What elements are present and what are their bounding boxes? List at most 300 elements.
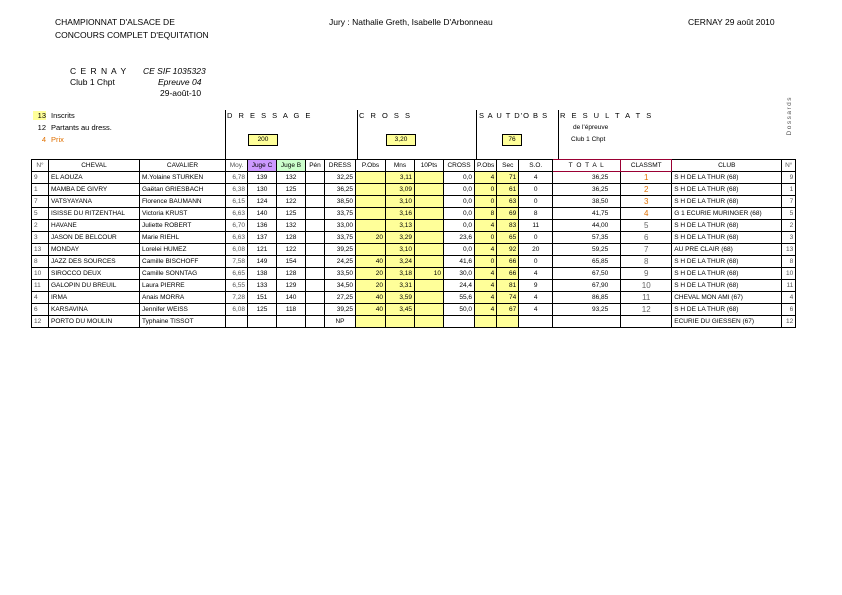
cell-cls: 9 xyxy=(621,268,672,280)
cell-mns: 3,45 xyxy=(386,304,415,316)
cell-dress: 34,50 xyxy=(325,280,356,292)
title-line2: CONCOURS COMPLET D'EQUITATION xyxy=(55,30,209,40)
cell-jb: 118 xyxy=(277,304,306,316)
divider-cross xyxy=(357,110,358,159)
cell-mns: 3,18 xyxy=(386,268,415,280)
cell-sec: 81 xyxy=(497,280,519,292)
col-no2: N° xyxy=(782,160,796,172)
cell-no2: 12 xyxy=(782,316,796,328)
cell-total: 57,35 xyxy=(553,232,621,244)
section-saut: S A U T D'O B S xyxy=(479,111,549,120)
cell-cheval: KARSAVINA xyxy=(49,304,140,316)
cell-cheval: GALOPIN DU BREUIL xyxy=(49,280,140,292)
divider-saut xyxy=(476,110,477,159)
cell-club: ECURIE DU GIESSEN (67) xyxy=(672,316,782,328)
col-cross: CROSS xyxy=(444,160,475,172)
cell-total: 65,85 xyxy=(553,256,621,268)
event-code: CE SIF 1035323 xyxy=(143,66,206,76)
cell-total xyxy=(553,316,621,328)
cell-cavalier: Victoria KRUST xyxy=(140,208,226,220)
cell-mns: 3,09 xyxy=(386,184,415,196)
prix-label: Prix xyxy=(51,135,64,144)
col-no: N° xyxy=(32,160,49,172)
cell-total: 41,75 xyxy=(553,208,621,220)
table-row xyxy=(32,196,796,208)
cell-cavalier: Florence BAUMANN xyxy=(140,196,226,208)
event-date: 29-août-10 xyxy=(160,88,202,98)
cell-so: 4 xyxy=(519,292,553,304)
cell-club: AU PRE CLAIR (68) xyxy=(672,244,782,256)
cell-p10 xyxy=(415,280,444,292)
cell-moy: 6,55 xyxy=(226,280,248,292)
cell-cheval: VATSYAYANA xyxy=(49,196,140,208)
cell-pobs xyxy=(356,316,386,328)
cell-jb: 154 xyxy=(277,256,306,268)
cell-jb: 125 xyxy=(277,208,306,220)
cell-so: 0 xyxy=(519,232,553,244)
cell-no: 12 xyxy=(32,316,49,328)
cell-total: 38,50 xyxy=(553,196,621,208)
cell-no: 10 xyxy=(32,268,49,280)
cell-no: 8 xyxy=(32,256,49,268)
cell-mns: 3,10 xyxy=(386,244,415,256)
cell-dress: 33,50 xyxy=(325,268,356,280)
cell-no2: 11 xyxy=(782,280,796,292)
col-club: CLUB xyxy=(672,160,782,172)
cell-jb: 132 xyxy=(277,172,306,184)
cell-pen xyxy=(306,316,325,328)
cell-p10 xyxy=(415,304,444,316)
table-row xyxy=(32,244,796,256)
cell-no: 6 xyxy=(32,304,49,316)
cell-no2: 13 xyxy=(782,244,796,256)
place-date: CERNAY 29 août 2010 xyxy=(688,17,775,27)
cell-club: S H DE LA THUR (68) xyxy=(672,220,782,232)
cell-dress: 36,25 xyxy=(325,184,356,196)
cell-pobs: 20 xyxy=(356,232,386,244)
table-row xyxy=(32,220,796,232)
cell-spobs: 4 xyxy=(475,220,497,232)
cell-sec: 63 xyxy=(497,196,519,208)
cell-cross: 41,6 xyxy=(444,256,475,268)
cell-spobs: 8 xyxy=(475,208,497,220)
table-header xyxy=(32,160,796,172)
cell-jb: 128 xyxy=(277,232,306,244)
cell-no: 7 xyxy=(32,196,49,208)
cell-mns: 3,24 xyxy=(386,256,415,268)
cell-no2: 5 xyxy=(782,208,796,220)
cell-cls: 2 xyxy=(621,184,672,196)
cell-p10 xyxy=(415,292,444,304)
cell-pen xyxy=(306,268,325,280)
table-row xyxy=(32,172,796,184)
cell-cross: 0,0 xyxy=(444,172,475,184)
cell-no: 2 xyxy=(32,220,49,232)
cell-moy: 6,15 xyxy=(226,196,248,208)
inscrits-label: Inscrits xyxy=(51,111,75,120)
table-row xyxy=(32,256,796,268)
section-resultats: R E S U L T A T S xyxy=(560,111,654,120)
cell-so xyxy=(519,316,553,328)
cell-jb: 129 xyxy=(277,280,306,292)
cell-cls: 1 xyxy=(621,172,672,184)
col-10pts: 10Pts xyxy=(415,160,444,172)
cell-so: 8 xyxy=(519,208,553,220)
cell-jc: 130 xyxy=(248,184,277,196)
cell-p10 xyxy=(415,232,444,244)
cell-sec: 66 xyxy=(497,256,519,268)
cell-moy: 6,65 xyxy=(226,268,248,280)
cell-dress: 27,25 xyxy=(325,292,356,304)
cell-moy: 6,08 xyxy=(226,244,248,256)
table-row xyxy=(32,268,796,280)
cell-no2: 3 xyxy=(782,232,796,244)
club-chpt: Club 1 Chpt xyxy=(70,77,115,87)
cell-dress: 32,25 xyxy=(325,172,356,184)
cell-club: S H DE LA THUR (68) xyxy=(672,256,782,268)
cell-spobs: 0 xyxy=(475,196,497,208)
cell-cls: 12 xyxy=(621,304,672,316)
inscrits-count: 13 xyxy=(33,111,46,120)
cell-cavalier: Gaëtan GRIESBACH xyxy=(140,184,226,196)
cell-pobs xyxy=(356,244,386,256)
cell-club: S H DE LA THUR (68) xyxy=(672,172,782,184)
cell-pen xyxy=(306,292,325,304)
cell-pen xyxy=(306,304,325,316)
cell-jc: 138 xyxy=(248,268,277,280)
cell-cls: 5 xyxy=(621,220,672,232)
cell-cls: 7 xyxy=(621,244,672,256)
cell-cheval: JAZZ DES SOURCES xyxy=(49,256,140,268)
cell-no: 9 xyxy=(32,172,49,184)
cell-cheval: JASON DE BELCOUR xyxy=(49,232,140,244)
cell-pen xyxy=(306,244,325,256)
cell-moy: 6,08 xyxy=(226,304,248,316)
cell-mns: 3,29 xyxy=(386,232,415,244)
cell-cls: 11 xyxy=(621,292,672,304)
cell-pobs: 40 xyxy=(356,256,386,268)
cell-pobs: 20 xyxy=(356,280,386,292)
cell-pobs xyxy=(356,184,386,196)
dressage-max-box: 200 xyxy=(248,134,278,146)
cell-pobs: 40 xyxy=(356,292,386,304)
cross-time-box: 3,20 xyxy=(386,134,416,146)
cell-pobs: 20 xyxy=(356,268,386,280)
cell-moy: 6,78 xyxy=(226,172,248,184)
cell-cheval: ISISSE DU RITZENTHAL xyxy=(49,208,140,220)
cell-no2: 6 xyxy=(782,304,796,316)
cell-cavalier: Camille BISCHOFF xyxy=(140,256,226,268)
cell-pen xyxy=(306,208,325,220)
cell-mns: 3,59 xyxy=(386,292,415,304)
epreuve: Epreuve 04 xyxy=(158,77,202,87)
col-classmt: CLASSMT xyxy=(621,160,672,172)
cell-club: S H DE LA THUR (68) xyxy=(672,232,782,244)
cell-dress: 24,25 xyxy=(325,256,356,268)
table-row xyxy=(32,232,796,244)
cell-cavalier: Juliette ROBERT xyxy=(140,220,226,232)
cell-jc: 139 xyxy=(248,172,277,184)
cell-cross: 0,0 xyxy=(444,196,475,208)
cell-cavalier: Laura PIERRE xyxy=(140,280,226,292)
cell-spobs: 4 xyxy=(475,304,497,316)
cell-dress: 39,25 xyxy=(325,244,356,256)
cell-club: CHEVAL MON AMI (67) xyxy=(672,292,782,304)
cell-club: S H DE LA THUR (68) xyxy=(672,304,782,316)
cell-cheval: HAVANE xyxy=(49,220,140,232)
cell-spobs: 4 xyxy=(475,268,497,280)
cell-jb: 122 xyxy=(277,196,306,208)
cell-sec: 65 xyxy=(497,232,519,244)
cell-p10 xyxy=(415,220,444,232)
cell-pen xyxy=(306,184,325,196)
cell-p10 xyxy=(415,316,444,328)
cell-p10 xyxy=(415,172,444,184)
cell-jb: 125 xyxy=(277,184,306,196)
cell-no2: 9 xyxy=(782,172,796,184)
cell-moy: 7,58 xyxy=(226,256,248,268)
cell-total: 44,00 xyxy=(553,220,621,232)
cell-club: S H DE LA THUR (68) xyxy=(672,196,782,208)
cell-p10 xyxy=(415,184,444,196)
col-juge-c: Juge C xyxy=(248,160,277,172)
cell-sec: 69 xyxy=(497,208,519,220)
cell-mns: 3,11 xyxy=(386,172,415,184)
divider-dressage xyxy=(225,110,226,159)
cell-moy: 6,63 xyxy=(226,232,248,244)
cell-sec: 83 xyxy=(497,220,519,232)
cell-no: 13 xyxy=(32,244,49,256)
cell-mns xyxy=(386,316,415,328)
cell-total: 36,25 xyxy=(553,172,621,184)
cell-no: 11 xyxy=(32,280,49,292)
cell-pobs xyxy=(356,172,386,184)
cell-so: 20 xyxy=(519,244,553,256)
cell-so: 0 xyxy=(519,256,553,268)
cell-mns: 3,13 xyxy=(386,220,415,232)
cell-cavalier: Typhaine TISSOT xyxy=(140,316,226,328)
cell-jb: 128 xyxy=(277,268,306,280)
cell-cls: 6 xyxy=(621,232,672,244)
table-row xyxy=(32,304,796,316)
cell-mns: 3,10 xyxy=(386,196,415,208)
resultats-sub1: de l'épreuve xyxy=(573,124,609,131)
cell-pobs xyxy=(356,208,386,220)
cell-cls: 10 xyxy=(621,280,672,292)
cell-p10 xyxy=(415,256,444,268)
cell-cross xyxy=(444,316,475,328)
cell-p10 xyxy=(415,196,444,208)
cell-jc: 136 xyxy=(248,220,277,232)
col-mns: Mns xyxy=(386,160,415,172)
table-row xyxy=(32,316,796,328)
cell-jc: 151 xyxy=(248,292,277,304)
cell-cheval: PORTO DU MOULIN xyxy=(49,316,140,328)
cell-cls: 8 xyxy=(621,256,672,268)
cell-total: 67,90 xyxy=(553,280,621,292)
cell-jb: 140 xyxy=(277,292,306,304)
cell-pen xyxy=(306,280,325,292)
cell-p10 xyxy=(415,208,444,220)
cell-spobs: 4 xyxy=(475,280,497,292)
cell-cavalier: M.Yolaine STURKEN xyxy=(140,172,226,184)
cell-cavalier: Anais MORRA xyxy=(140,292,226,304)
cell-sec: 67 xyxy=(497,304,519,316)
cell-total: 67,50 xyxy=(553,268,621,280)
cell-jc xyxy=(248,316,277,328)
col-cavalier: CAVALIER xyxy=(140,160,226,172)
cell-dress: 33,75 xyxy=(325,232,356,244)
cell-sec: 66 xyxy=(497,268,519,280)
cell-jc: 140 xyxy=(248,208,277,220)
cell-spobs: 0 xyxy=(475,232,497,244)
cell-cls: 3 xyxy=(621,196,672,208)
cell-moy: 6,63 xyxy=(226,208,248,220)
cell-so: 9 xyxy=(519,280,553,292)
cell-so: 4 xyxy=(519,172,553,184)
cell-jc: 125 xyxy=(248,304,277,316)
cell-dress: NP xyxy=(325,316,356,328)
cell-moy: 6,38 xyxy=(226,184,248,196)
cell-so: 4 xyxy=(519,304,553,316)
cell-spobs: 4 xyxy=(475,172,497,184)
cell-no: 1 xyxy=(32,184,49,196)
cell-total: 93,25 xyxy=(553,304,621,316)
partants-label: Partants au dress. xyxy=(51,123,112,132)
cell-jc: 124 xyxy=(248,196,277,208)
cell-pen xyxy=(306,172,325,184)
section-dressage: D R E S S A G E xyxy=(227,111,313,120)
cell-total: 59,25 xyxy=(553,244,621,256)
col-juge-b: Juge B xyxy=(277,160,306,172)
cell-cheval: MAMBA DE GIVRY xyxy=(49,184,140,196)
dossards-label: Dossards xyxy=(786,96,793,136)
cell-cheval: EL AOUZA xyxy=(49,172,140,184)
cell-jb: 122 xyxy=(277,244,306,256)
cell-no2: 1 xyxy=(782,184,796,196)
cell-spobs: 0 xyxy=(475,256,497,268)
venue: C E R N A Y xyxy=(70,66,128,76)
cell-no: 4 xyxy=(32,292,49,304)
cell-sec: 61 xyxy=(497,184,519,196)
cell-jb xyxy=(277,316,306,328)
cell-spobs xyxy=(475,316,497,328)
cell-no2: 8 xyxy=(782,256,796,268)
cell-cross: 55,6 xyxy=(444,292,475,304)
cell-mns: 3,31 xyxy=(386,280,415,292)
cell-dress: 38,50 xyxy=(325,196,356,208)
cell-cavalier: Marie RIEHL xyxy=(140,232,226,244)
cell-moy: 6,70 xyxy=(226,220,248,232)
cell-pen xyxy=(306,220,325,232)
cell-club: S H DE LA THUR (68) xyxy=(672,268,782,280)
col-dress: DRESS xyxy=(325,160,356,172)
cell-cheval: IRMA xyxy=(49,292,140,304)
table-row xyxy=(32,280,796,292)
jury: Jury : Nathalie Greth, Isabelle D'Arbonneau xyxy=(329,17,493,27)
cell-sec: 71 xyxy=(497,172,519,184)
cell-cls xyxy=(621,316,672,328)
cell-cross: 24,4 xyxy=(444,280,475,292)
partants-count: 12 xyxy=(37,123,46,132)
cell-jc: 121 xyxy=(248,244,277,256)
col-pen: Pén xyxy=(306,160,325,172)
cell-pobs: 40 xyxy=(356,304,386,316)
col-pobs: P.Obs xyxy=(356,160,386,172)
prix-count: 4 xyxy=(41,135,46,144)
cell-jc: 133 xyxy=(248,280,277,292)
cell-cross: 23,6 xyxy=(444,232,475,244)
cell-so: 11 xyxy=(519,220,553,232)
cell-no: 5 xyxy=(32,208,49,220)
cell-dress: 33,75 xyxy=(325,208,356,220)
cell-no2: 7 xyxy=(782,196,796,208)
cell-cavalier: Jennifer WEISS xyxy=(140,304,226,316)
results-table xyxy=(31,159,796,328)
cell-sec: 92 xyxy=(497,244,519,256)
cell-total: 36,25 xyxy=(553,184,621,196)
cell-cavalier: Camille SONNTAG xyxy=(140,268,226,280)
cell-cls: 4 xyxy=(621,208,672,220)
cell-spobs: 4 xyxy=(475,292,497,304)
cell-pen xyxy=(306,196,325,208)
title-line1: CHAMPIONNAT D'ALSACE DE xyxy=(55,17,175,27)
col-total: T O T A L xyxy=(553,160,621,172)
cell-no2: 4 xyxy=(782,292,796,304)
col-so: S.O. xyxy=(519,160,553,172)
cell-cross: 30,0 xyxy=(444,268,475,280)
cell-cheval: SIROCCO DEUX xyxy=(49,268,140,280)
section-cross: C R O S S xyxy=(359,111,413,120)
cell-cross: 0,0 xyxy=(444,208,475,220)
cell-dress: 33,00 xyxy=(325,220,356,232)
cell-club: S H DE LA THUR (68) xyxy=(672,280,782,292)
cell-cheval: MONDAY xyxy=(49,244,140,256)
cell-pobs xyxy=(356,196,386,208)
cell-moy: 7,28 xyxy=(226,292,248,304)
cell-pen xyxy=(306,256,325,268)
cell-club: S H DE LA THUR (68) xyxy=(672,184,782,196)
cell-cross: 0,0 xyxy=(444,184,475,196)
cell-cross: 50,0 xyxy=(444,304,475,316)
cell-jb: 132 xyxy=(277,220,306,232)
saut-time-box: 76 xyxy=(502,134,522,146)
cell-pobs xyxy=(356,220,386,232)
cell-cavalier: Lorelei HUMEZ xyxy=(140,244,226,256)
cell-no: 3 xyxy=(32,232,49,244)
cell-so: 0 xyxy=(519,184,553,196)
cell-sec xyxy=(497,316,519,328)
cell-total: 86,85 xyxy=(553,292,621,304)
cell-jc: 149 xyxy=(248,256,277,268)
cell-no2: 10 xyxy=(782,268,796,280)
cell-spobs: 4 xyxy=(475,244,497,256)
cell-cross: 0,0 xyxy=(444,220,475,232)
table-row xyxy=(32,208,796,220)
cell-no2: 2 xyxy=(782,220,796,232)
cell-p10: 10 xyxy=(415,268,444,280)
table-row xyxy=(32,292,796,304)
cell-mns: 3,16 xyxy=(386,208,415,220)
cell-moy xyxy=(226,316,248,328)
col-sec: Sec xyxy=(497,160,519,172)
cell-club: G 1 ECURIE MURINGER (68) xyxy=(672,208,782,220)
col-cheval: CHEVAL xyxy=(49,160,140,172)
cell-so: 0 xyxy=(519,196,553,208)
cell-jc: 137 xyxy=(248,232,277,244)
resultats-sub2: Club 1 Chpt xyxy=(571,136,606,143)
cell-dress: 39,25 xyxy=(325,304,356,316)
